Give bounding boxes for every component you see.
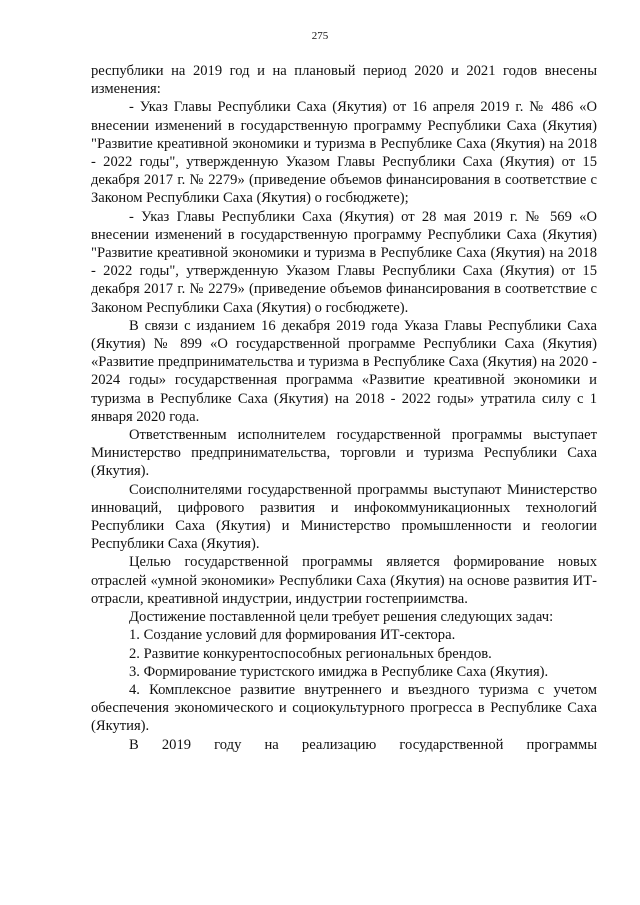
paragraph-intro: республики на 2019 год и на плановый период 2020 и 2021 годов внесены изменения: <box>91 63 597 98</box>
paragraph-decree-569: - Указ Главы Республики Саха (Якутия) от 28 мая 2019 г. № 569 «О внесении изменений в государственную программу Республики Саха (Якутия) "Развитие креативной экономики и туризма в Республике Саха (Якутия) на 2018 - 2022 годы", утвержденную Указом Главы Республики Саха (Якутия) от 15 декабря 2017 г. № 2279» (приведение объемов финансирования в соответствие с Законом Республики Саха (Якутия) о госбюджете). <box>91 208 597 316</box>
paragraph-task-4: 4. Комплексное развитие внутреннего и въездного туризма с учетом обеспечения экономического и социокультурного прогресса в Республике Саха (Якутия). <box>91 681 597 735</box>
paragraph-co-executors: Соисполнителями государственной программы выступают Министерство инноваций, цифрового развития и инфокоммуникационных технологий Республики Саха (Якутия) и Министерство промышленности и геологии Республики Саха (Якутия). <box>91 481 597 553</box>
paragraph-task-1: 1. Создание условий для формирования ИТ-сектора. <box>129 627 456 644</box>
paragraph-tasks-intro: Достижение поставленной цели требует решения следующих задач: <box>129 609 554 626</box>
paragraph-task-3: 3. Формирование туристского имиджа в Республике Саха (Якутия). <box>129 663 549 680</box>
paragraph-decree-899: В связи с изданием 16 декабря 2019 года Указа Главы Республики Саха (Якутия) № 899 «О государственной программе Республики Саха (Якутия) «Развитие предпринимательства и туризма в Республике Саха (Якутия) на 2020 - 2024 годы» государственная программа «Развитие креативной экономики и туризма в Республике Саха (Якутия) на 2018 - 2022 годы» утратила силу с 1 января 2020 года. <box>91 317 597 425</box>
paragraph-responsible-executor: Ответственным исполнителем государственной программы выступает Министерство предпринимательства, торговли и туризма Республики Саха (Якутия). <box>91 427 597 480</box>
page-number: 275 <box>311 30 329 42</box>
paragraph-program-goal: Целью государственной программы является формирование новых отраслей «умной экономики» Республики Саха (Якутия) на основе развития ИТ-отрасли, креативной индустрии, индустрии гостеприимства. <box>91 554 597 607</box>
paragraph-2019-funding: В 2019 году на реализацию государственной программы <box>129 736 597 753</box>
paragraph-decree-486: - Указ Главы Республики Саха (Якутия) от 16 апреля 2019 г. № 486 «О внесении изменений в государственную программу Республики Саха (Якутия) "Развитие креативной экономики и туризма в Республике Саха (Якутия) на 2018 - 2022 годы", утвержденную Указом Главы Республики Саха (Якутия) от 15 декабря 2017 г. № 2279» (приведение объемов финансирования в соответствие с Законом Республики Саха (Якутия) о госбюджете); <box>91 99 597 207</box>
document-body <box>91 62 597 754</box>
paragraph-task-2: 2. Развитие конкурентоспособных региональных брендов. <box>129 645 492 662</box>
